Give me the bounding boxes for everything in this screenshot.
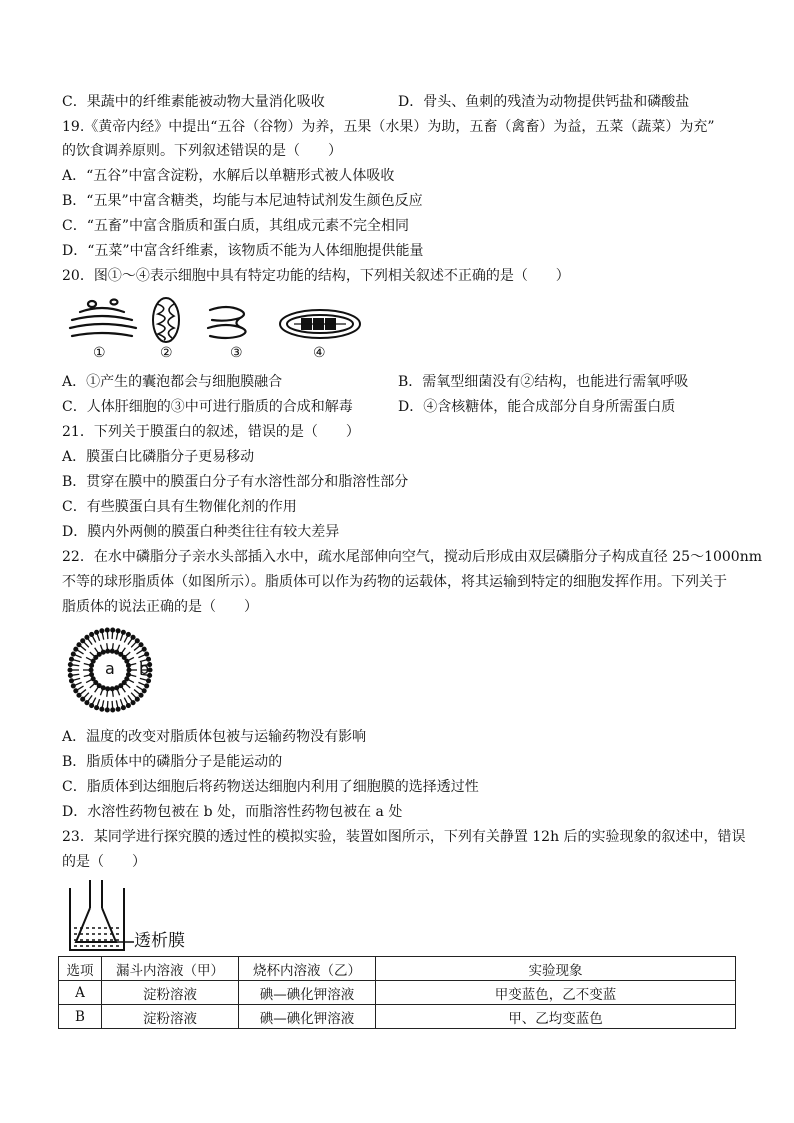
liposome-label-b: b [139,659,150,678]
q22-stem-3: 脂质体的说法正确的是（ ） [62,599,258,615]
q18-option-d: D．骨头、鱼刺的残渣为动物提供钙盐和磷酸盐 [398,94,690,110]
phospholipid-tail [128,695,133,702]
table-cell: 淀粉溶液 [102,981,239,1005]
q19-option-c: C．“五畜”中富含脂质和蛋白质，其组成元素不完全相同 [62,218,410,234]
phospholipid-tail [87,637,92,644]
q19-option-d: D．“五菜”中富含纤维素，该物质不能为人体细胞提供能量 [62,243,424,259]
q21-option-b: B．贯穿在膜中的膜蛋白分子有水溶性部分和脂溶性部分 [62,474,409,490]
q20-option-d: D．④含核糖体，能合成部分自身所需蛋白质 [398,399,676,415]
phospholipid-tail [136,649,144,654]
table-header: 选项 [59,957,102,981]
table-header: 实验现象 [376,957,736,981]
table-header: 漏斗内溶液（甲） [102,957,239,981]
phospholipid-tail [112,701,113,710]
phospholipid-tail [124,652,130,657]
phospholipid-tail [107,701,108,710]
dialysis-membrane-label: 透析膜 [134,931,185,951]
q18-option-c: C．果蔬中的纤维素能被动物大量消化吸收 [62,94,325,110]
q19-stem-2: 的饮食调养原则。下列叙述错误的是（ ） [62,143,342,159]
q19-option-a: A．“五谷”中富含淀粉，水解后以单糖形式被人体吸收 [62,168,395,184]
phospholipid-tail [83,641,89,648]
q20-option-a: A．①产生的囊泡都会与细胞膜融合 [62,374,283,390]
phospholipid-tail [90,683,96,688]
phospholipid-tail [107,630,108,639]
q23-stem-1: 23．某同学进行探究膜的透过性的模拟实验，装置如图所示，下列有关静置 12h 后的实验现象的叙述中，错误 [62,829,746,845]
q19-stem-1: 19.《黄帝内经》中提出“五谷（谷物）为养，五果（水果）为助，五畜（禽畜）为益，五菜（蔬菜）为充” [62,119,715,135]
er-diagram [208,307,246,338]
mitochondrion-diagram [153,298,179,342]
table-cell: A [59,981,102,1005]
table-cell: 甲、乙均变蓝色 [376,1005,736,1029]
phospholipid-tail [79,645,86,651]
phospholipid-tail [87,695,92,702]
q23-stem-2: 的是（ ） [62,854,146,870]
q22-option-c: C．脂质体到达细胞后将药物送达细胞内利用了细胞膜的选择透过性 [62,779,479,795]
phospholipid-tail [76,649,84,654]
phospholipid-tail [124,683,130,688]
phospholipid-tail [128,637,133,644]
table-cell: 甲变蓝色，乙不变蓝 [376,981,736,1005]
fig-label-1: ① [93,345,106,361]
q20-stem: 20．图①～④表示细胞中具有特定功能的结构，下列相关叙述不正确的是（ ） [62,268,570,284]
table-cell: 碘—碘化钾溶液 [239,1005,376,1029]
q22-option-a: A．温度的改变对脂质体包被与运输药物没有影响 [62,729,367,745]
phospholipid-tail [90,652,96,657]
fig-label-4: ④ [313,345,326,361]
phospholipid-tail [136,686,144,691]
q21-option-c: C．有些膜蛋白具有生物催化剂的作用 [62,499,297,515]
q22-stem-2: 不等的球形脂质体（如图所示）。脂质体可以作为药物的运载体，将其运输到特定的细胞发挥作用。下列关于 [62,574,727,590]
q20-option-b: B．需氧型细菌没有②结构，也能进行需氧呼吸 [398,374,689,390]
q22-stem-1: 22．在水中磷脂分子亲水头部插入水中，疏水尾部伸向空气，搅动后形成由双层磷脂分子构成直径 25～1000nm [62,549,762,565]
q23-options-table [58,956,736,1029]
fig-label-3: ③ [230,345,243,361]
table-cell: 淀粉溶液 [102,1005,239,1029]
table-header-row [59,957,736,981]
golgi-diagram [70,300,136,337]
q19-option-b: B．“五果”中富含糖类，均能与本尼迪特试剂发生颜色反应 [62,193,423,209]
q21-option-a: A．膜蛋白比磷脂分子更易移动 [62,449,255,465]
phospholipid-tail [83,693,89,700]
table-header: 烧杯内溶液（乙） [239,957,376,981]
phospholipid-tail [131,641,137,648]
q20-option-c: C．人体肝细胞的③中可进行脂质的合成和解毒 [62,399,353,415]
q21-option-d: D．膜内外两侧的膜蛋白种类往往有较大差异 [62,524,340,540]
phospholipid-tail [112,630,113,639]
q22-option-d: D．水溶性药物包被在 b 处，而脂溶性药物包被在 a 处 [62,804,403,820]
phospholipid-tail [79,690,86,696]
phospholipid-tail [134,690,141,696]
q22-option-b: B．脂质体中的磷脂分子是能运动的 [62,754,283,770]
table-row [59,1005,736,1029]
q21-stem: 21．下列关于膜蛋白的叙述，错误的是（ ） [62,424,360,440]
phospholipid-tail [134,645,141,651]
phospholipid-tail [76,686,84,691]
table-cell: B [59,1005,102,1029]
fig-label-2: ② [160,345,173,361]
liposome-label-a: a [105,659,115,678]
table-row [59,981,736,1005]
table-cell: 碘—碘化钾溶液 [239,981,376,1005]
chloroplast-diagram [280,310,360,338]
phospholipid-tail [131,693,137,700]
